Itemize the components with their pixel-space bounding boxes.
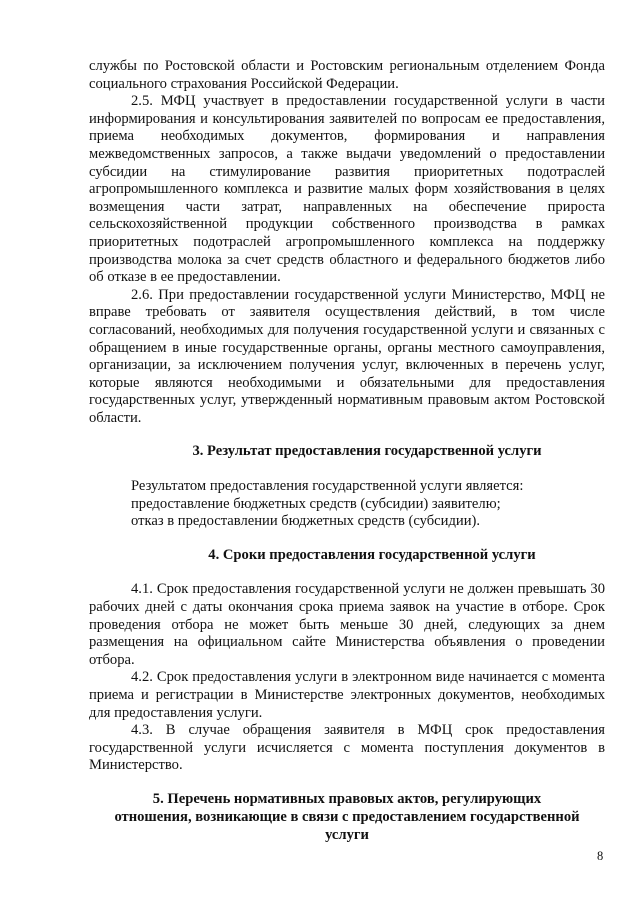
section-5-heading-line: отношения, возникающие в связи с предоставлением государственной: [114, 808, 580, 825]
section-4-heading: 4. Сроки предоставления государственной услуги: [208, 546, 536, 563]
paragraph-2-5: 2.5. МФЦ участвует в предоставлении государственной услуги в части информирования и консультирования заявителей по вопросам ее предоставления, приема необходимых документов, формирования и направления межведомственных запросов, а также выдачи уведомлений о предоставлении субсидии на стимулирование развития приоритетных подотраслей агропромышленного комплекса и развитие малых форм хозяйствования в целях возмещения части затрат, направленных на обеспечение прироста сельскохозяйственной продукции собственного производства в рамках приоритетных подотраслей агропромышленного комплекса на поддержку производства молока за счет средств областного и федерального бюджетов либо об отказе в ее предоставлении.: [89, 93, 605, 286]
document-page: [89, 58, 605, 844]
section-3-list: [89, 478, 605, 531]
section-5-heading: [89, 790, 605, 844]
paragraph-2-6: 2.6. При предоставлении государственной услуги Министерство, МФЦ не вправе требовать от заявителя осуществления действий, в том числе согласований, необходимых для получения государственной услуги и связанных с обращением в иные государственные органы, органы местного самоуправления, организации, за исключением получения услуг, включенных в перечень услуг, которые являются необходимыми и обязательными для предоставления государственных услуг, утвержденный нормативным правовым актом Ростовской области.: [89, 286, 605, 426]
page-number: 8: [597, 849, 604, 863]
section-5-heading-line: услуги: [325, 826, 369, 843]
section-5-heading-line: 5. Перечень нормативных правовых актов, регулирующих: [152, 790, 542, 807]
result-option-refusal: отказ в предоставлении бюджетных средств (субсидии).: [131, 513, 481, 530]
result-intro: Результатом предоставления государственной услуги является:: [131, 478, 524, 495]
paragraph-4-1: 4.1. Срок предоставления государственной услуги не должен превышать 30 рабочих дней с даты окончания срока приема заявок на участие в отборе. Срок проведения отбора не может быть меньше 30 дней, следующих за днем размещения на официальном сайте Министерства объявления о проведении отбора.: [89, 581, 605, 668]
paragraph-4-2: 4.2. Срок предоставления услуги в электронном виде начинается с момента приема и регистрации в Министерстве электронных документов, необходимых для предоставления услуги.: [89, 669, 605, 721]
section-3-heading: 3. Результат предоставления государственной услуги: [192, 443, 542, 460]
paragraph-continuation: службы по Ростовской области и Ростовским региональным отделением Фонда социального страхования Российской Федерации.: [89, 58, 605, 92]
paragraph-4-3: 4.3. В случае обращения заявителя в МФЦ срок предоставления государственной услуги исчисляется с момента поступления документов в Министерство.: [89, 722, 605, 774]
result-option-grant: предоставление бюджетных средств (субсидии) заявителю;: [131, 495, 501, 512]
